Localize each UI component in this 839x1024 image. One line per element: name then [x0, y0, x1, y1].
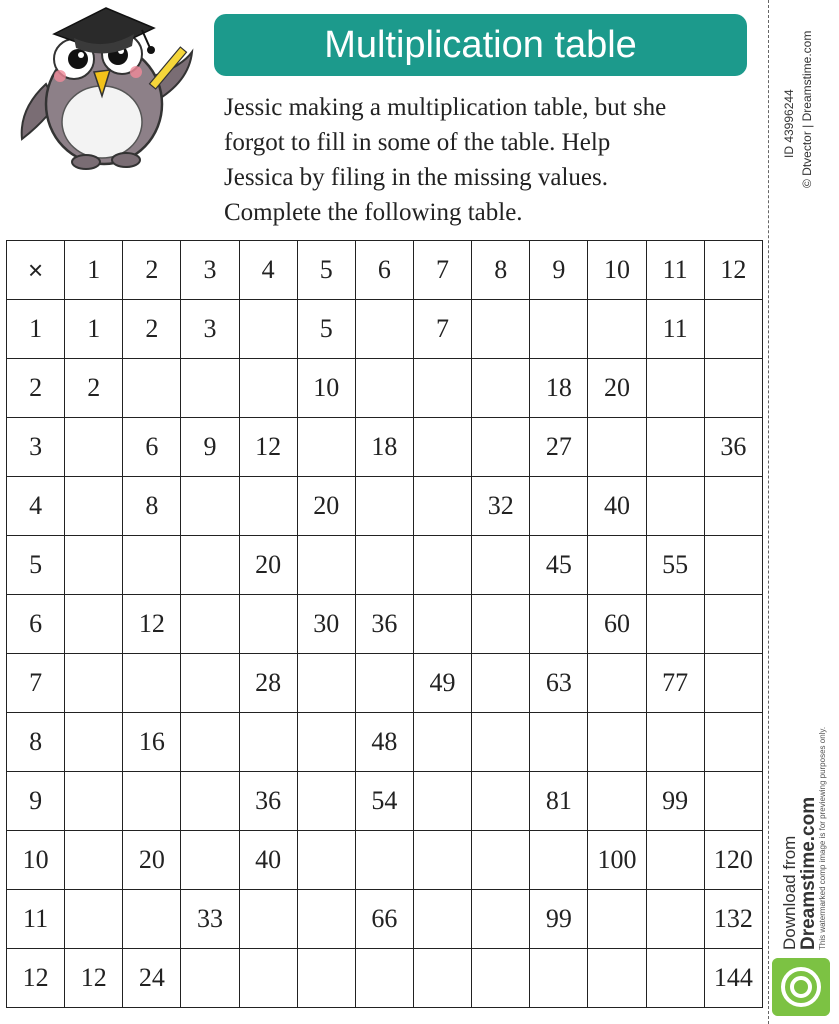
row-header: 5 — [7, 536, 65, 595]
table-cell — [123, 536, 181, 595]
table-cell — [297, 536, 355, 595]
table-cell — [472, 418, 530, 477]
row-header: 1 — [7, 300, 65, 359]
table-cell: 16 — [123, 713, 181, 772]
table-cell — [181, 713, 239, 772]
column-header: 4 — [239, 241, 297, 300]
table-cell — [472, 536, 530, 595]
table-cell: 10 — [297, 359, 355, 418]
table-cell: 99 — [646, 772, 704, 831]
table-cell: 8 — [123, 477, 181, 536]
table-cell: 54 — [355, 772, 413, 831]
table-row — [7, 418, 763, 477]
table-cell: 66 — [355, 890, 413, 949]
multiplication-grid — [6, 240, 763, 1008]
table-cell: 144 — [704, 949, 762, 1008]
download-label: Download from — [780, 835, 799, 950]
table-cell — [413, 890, 471, 949]
table-cell: 12 — [239, 418, 297, 477]
table-cell — [297, 831, 355, 890]
table-cell — [355, 300, 413, 359]
table-cell: 81 — [530, 772, 588, 831]
table-cell: 49 — [413, 654, 471, 713]
row-header: 11 — [7, 890, 65, 949]
table-cell — [530, 300, 588, 359]
table-cell — [181, 359, 239, 418]
table-cell — [472, 713, 530, 772]
table-cell — [181, 654, 239, 713]
table-cell: 12 — [65, 949, 123, 1008]
table-cell — [413, 536, 471, 595]
table-cell — [588, 890, 646, 949]
column-header: 9 — [530, 241, 588, 300]
table-cell — [181, 831, 239, 890]
table-cell: 40 — [239, 831, 297, 890]
table-cell — [239, 300, 297, 359]
table-cell — [413, 418, 471, 477]
table-cell — [181, 536, 239, 595]
table-row — [7, 654, 763, 713]
table-cell — [646, 949, 704, 1008]
row-header: 9 — [7, 772, 65, 831]
table-cell — [588, 654, 646, 713]
column-header: 11 — [646, 241, 704, 300]
table-cell — [530, 595, 588, 654]
table-cell: 27 — [530, 418, 588, 477]
table-cell — [355, 654, 413, 713]
table-cell — [355, 477, 413, 536]
table-cell — [704, 772, 762, 831]
table-cell — [355, 536, 413, 595]
table-cell — [588, 418, 646, 477]
table-cell: 6 — [123, 418, 181, 477]
table-cell: 33 — [181, 890, 239, 949]
table-cell — [646, 418, 704, 477]
column-header: 3 — [181, 241, 239, 300]
table-cell: 48 — [355, 713, 413, 772]
table-cell — [413, 949, 471, 1008]
table-cell — [123, 772, 181, 831]
table-cell: 1 — [65, 300, 123, 359]
table-row — [7, 890, 763, 949]
table-cell: 18 — [355, 418, 413, 477]
table-cell — [472, 890, 530, 949]
column-header: 1 — [65, 241, 123, 300]
page-title: Multiplication table — [324, 23, 637, 66]
table-cell — [355, 831, 413, 890]
table-cell — [297, 890, 355, 949]
table-cell — [530, 949, 588, 1008]
table-cell: 20 — [297, 477, 355, 536]
table-cell — [65, 536, 123, 595]
owl-illustration — [14, 4, 214, 174]
table-cell — [704, 300, 762, 359]
table-cell — [704, 595, 762, 654]
table-cell: 9 — [181, 418, 239, 477]
table-cell — [65, 654, 123, 713]
table-cell: 60 — [588, 595, 646, 654]
table-cell: 77 — [646, 654, 704, 713]
table-cell — [646, 477, 704, 536]
times-symbol: × — [7, 241, 65, 300]
title-banner — [214, 14, 747, 76]
table-cell — [181, 772, 239, 831]
table-cell — [123, 359, 181, 418]
table-cell — [65, 890, 123, 949]
table-cell: 132 — [704, 890, 762, 949]
table-cell — [239, 359, 297, 418]
table-cell: 7 — [413, 300, 471, 359]
table-cell: 12 — [123, 595, 181, 654]
table-cell: 20 — [123, 831, 181, 890]
table-cell — [65, 831, 123, 890]
table-cell — [181, 949, 239, 1008]
table-cell — [646, 831, 704, 890]
table-cell — [239, 595, 297, 654]
watermark-note: This watermarked comp image is for previewing purposes only. — [818, 726, 827, 950]
table-cell: 3 — [181, 300, 239, 359]
table-cell — [472, 654, 530, 713]
table-cell — [588, 772, 646, 831]
table-cell — [704, 713, 762, 772]
instructions-line: Complete the following table. — [224, 199, 523, 226]
row-header: 12 — [7, 949, 65, 1008]
column-header: 12 — [704, 241, 762, 300]
cut-line — [768, 0, 769, 1024]
table-cell — [646, 595, 704, 654]
table-cell — [297, 418, 355, 477]
table-cell — [472, 359, 530, 418]
table-cell — [588, 300, 646, 359]
table-row — [7, 595, 763, 654]
table-cell — [297, 654, 355, 713]
table-row — [7, 949, 763, 1008]
table-cell: 20 — [239, 536, 297, 595]
table-cell: 5 — [297, 300, 355, 359]
table-cell — [472, 595, 530, 654]
row-header: 3 — [7, 418, 65, 477]
table-cell — [65, 772, 123, 831]
column-header: 6 — [355, 241, 413, 300]
table-cell: 120 — [704, 831, 762, 890]
table-cell — [588, 536, 646, 595]
table-cell — [239, 713, 297, 772]
table-cell — [472, 831, 530, 890]
table-cell — [65, 418, 123, 477]
table-cell — [646, 359, 704, 418]
table-cell — [413, 831, 471, 890]
table-cell — [530, 831, 588, 890]
table-cell — [413, 477, 471, 536]
table-cell — [297, 949, 355, 1008]
column-header: 7 — [413, 241, 471, 300]
table-cell: 11 — [646, 300, 704, 359]
table-cell: 40 — [588, 477, 646, 536]
instructions-line: forgot to fill in some of the table. Help — [224, 129, 611, 156]
row-header: 2 — [7, 359, 65, 418]
table-cell: 24 — [123, 949, 181, 1008]
row-header: 8 — [7, 713, 65, 772]
table-cell — [530, 477, 588, 536]
table-cell — [704, 536, 762, 595]
table-cell — [123, 890, 181, 949]
table-cell — [413, 359, 471, 418]
table-cell — [704, 359, 762, 418]
table-row — [7, 359, 763, 418]
table-cell — [297, 713, 355, 772]
table-cell — [413, 772, 471, 831]
table-cell — [646, 713, 704, 772]
table-cell: 36 — [239, 772, 297, 831]
table-cell: 55 — [646, 536, 704, 595]
table-cell: 30 — [297, 595, 355, 654]
table-cell: 63 — [530, 654, 588, 713]
column-header: 8 — [472, 241, 530, 300]
image-id: ID 43996244 — [782, 89, 796, 158]
row-header: 6 — [7, 595, 65, 654]
column-header: 5 — [297, 241, 355, 300]
table-cell — [588, 949, 646, 1008]
table-cell — [413, 713, 471, 772]
row-header: 10 — [7, 831, 65, 890]
table-cell — [646, 890, 704, 949]
dreamstime-logo-icon — [772, 958, 830, 1016]
column-header: 2 — [123, 241, 181, 300]
table-cell — [530, 713, 588, 772]
table-cell — [239, 890, 297, 949]
table-cell: 36 — [355, 595, 413, 654]
table-row — [7, 831, 763, 890]
brand-name: Dreamstime.com — [798, 796, 819, 950]
table-cell: 28 — [239, 654, 297, 713]
table-row — [7, 477, 763, 536]
table-cell: 2 — [65, 359, 123, 418]
instructions — [224, 90, 754, 230]
table-cell — [355, 949, 413, 1008]
table-cell — [239, 477, 297, 536]
column-header: 10 — [588, 241, 646, 300]
table-cell — [123, 654, 181, 713]
table-cell — [472, 300, 530, 359]
table-cell: 32 — [472, 477, 530, 536]
instructions-line: Jessica by filing in the missing values. — [224, 164, 608, 191]
table-cell — [413, 595, 471, 654]
table-cell — [65, 713, 123, 772]
credit-text: © Dtvector | Dreamstime.com — [800, 30, 814, 188]
table-cell — [472, 949, 530, 1008]
row-header: 7 — [7, 654, 65, 713]
table-row — [7, 536, 763, 595]
table-row — [7, 300, 763, 359]
table-row — [7, 772, 763, 831]
table-cell — [65, 477, 123, 536]
table-cell: 2 — [123, 300, 181, 359]
table-cell — [704, 477, 762, 536]
table-cell — [472, 772, 530, 831]
table-cell: 100 — [588, 831, 646, 890]
table-cell — [239, 949, 297, 1008]
header-row — [7, 241, 763, 300]
instructions-line: Jessic making a multiplication table, but she — [224, 94, 667, 121]
table-cell — [588, 713, 646, 772]
table-row — [7, 713, 763, 772]
table-cell — [297, 772, 355, 831]
table-cell: 45 — [530, 536, 588, 595]
table-cell — [181, 595, 239, 654]
table-cell: 36 — [704, 418, 762, 477]
table-cell: 18 — [530, 359, 588, 418]
table-cell: 99 — [530, 890, 588, 949]
table-cell: 20 — [588, 359, 646, 418]
table-cell — [355, 359, 413, 418]
table-cell — [65, 595, 123, 654]
row-header: 4 — [7, 477, 65, 536]
table-cell — [704, 654, 762, 713]
table-cell — [181, 477, 239, 536]
